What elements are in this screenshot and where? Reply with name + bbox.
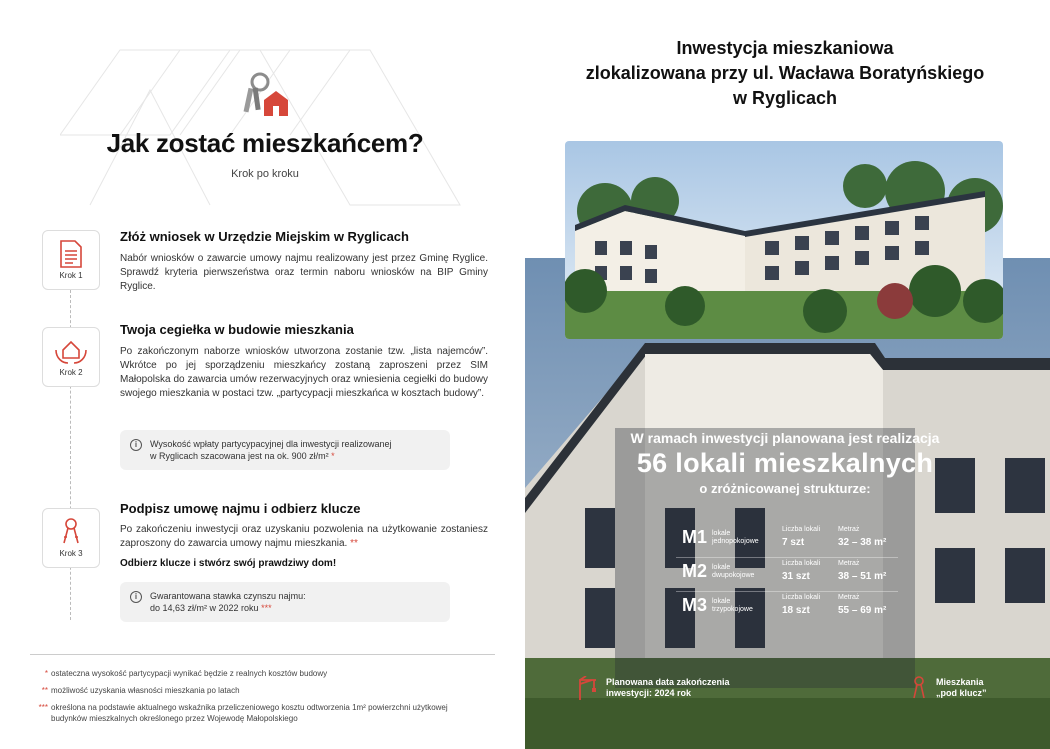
step-2-badge [42, 327, 100, 387]
note-asterisk: * [331, 451, 335, 461]
step-3-label: Krok 3 [59, 549, 83, 558]
footnote-3: *** określona na podstawie aktualnego wskaźnika przeliczeniowego kosztu odtworzenia 1m² powierzchni użytkowej budynków mieszkalnych określonego przez Wojewodę Małopolskiego [38, 703, 448, 723]
completion-date: Planowana data zakończenia inwestycji: 2024 rok [606, 677, 730, 698]
double-asterisk: ** [350, 538, 358, 549]
step-2-title: Twoja cegiełka w budowie mieszkania [120, 322, 354, 337]
apartment-types-table [676, 524, 898, 626]
step-1-text: Nabór wniosków o zawarcie umowy najmu realizowany jest przez Gminę Ryglice. Sprawdź kryteria pierwszeństwa oraz termin naboru wniosków na BIP Gminy Ryglice. [120, 253, 488, 292]
step-2-text: Po zakończonym naborze wniosków utworzona zostanie tzw. „lista najemców”. Wkrótce po jej sporządzeniu mieszkańcy zostaną zaproszeni przez SIM Małopolska do zawarcia umów rezerwacyjnych oraz wniesienia cegiełki do budowy swojego mieszkania w postaci tzw. „partycypacji mieszkańca w kosztach budowy”. [120, 346, 488, 399]
investment-summary [525, 430, 1045, 496]
turnkey-apartments: Mieszkania „pod klucz” [936, 677, 987, 698]
step-1-title: Złóż wniosek w Urzędzie Miejskim w Ryglicach [120, 229, 409, 244]
table-row: M2 lokale dwupokojowe Liczba lokali 31 szt Metraż 38 – 51 m² [676, 558, 898, 592]
step-3-note-line1: Gwarantowana stawka czynszu najmu: [150, 591, 306, 601]
table-row: M3 lokale trzypokojowe Liczba lokali 18 szt Metraż 55 – 69 m² [682, 594, 887, 616]
triple-asterisk: *** [261, 603, 272, 613]
step-1-badge [42, 230, 100, 290]
step-3-badge [42, 508, 100, 568]
house-hands-icon [54, 336, 88, 366]
step-3-bold-text: Odbierz klucze i stwórz swój prawdziwy dom! [120, 558, 337, 569]
building-overview-image [565, 141, 1003, 339]
footnote-divider [30, 654, 495, 655]
footnote-1: * ostateczna wysokość partycypacji wynikać będzie z realnych kosztów budowy [44, 669, 328, 678]
step-3-note [120, 582, 450, 622]
investment-title: Inwestycja mieszkaniowa zlokalizowana przy ul. Wacława Boratyńskiego w Ryglicach [585, 38, 985, 108]
step-3-text: Po zakończeniu inwestycji oraz uzyskaniu pozwolenia na użytkowanie zostaniesz zaproszony do zawarcia umowy najmu mieszkania. ** [120, 524, 488, 549]
step-2-note-line1: Wysokość wpłaty partycypacyjnej dla inwestycji realizowanej [150, 439, 392, 449]
keys-icon [910, 676, 928, 700]
step-1-label: Krok 1 [59, 271, 83, 280]
keys-icon [59, 517, 83, 547]
info-icon: i [130, 591, 142, 603]
summary-structure: o zróżnicowanej strukturze: [699, 481, 871, 496]
step-2-note-line2: w Ryglicach szacowana jest na ok. 900 zł/m² * [150, 451, 335, 461]
summary-headline: 56 lokali mieszkalnych [636, 448, 934, 478]
crane-icon [576, 676, 598, 700]
step-3-title: Podpisz umowę najmu i odbierz klucze [120, 501, 361, 516]
keys-house-icon [232, 70, 290, 122]
summary-intro: W ramach inwestycji planowana jest realizacja [630, 430, 940, 446]
table-row: M1 lokale jednopokojowe Liczba lokali 7 szt Metraż 32 – 38 m² [676, 524, 898, 558]
page-title: Jak zostać mieszkańcem? [106, 128, 424, 158]
page-subtitle: Krok po kroku [231, 168, 299, 180]
document-icon [59, 239, 83, 269]
step-3-note-line2: do 14,63 zł/m² w 2022 roku *** [150, 603, 272, 613]
footnote-2: ** możliwość uzyskania własności mieszkania po latach [41, 686, 240, 695]
info-icon: i [130, 439, 142, 451]
step-2-note [120, 430, 450, 470]
step-2-label: Krok 2 [59, 368, 83, 377]
